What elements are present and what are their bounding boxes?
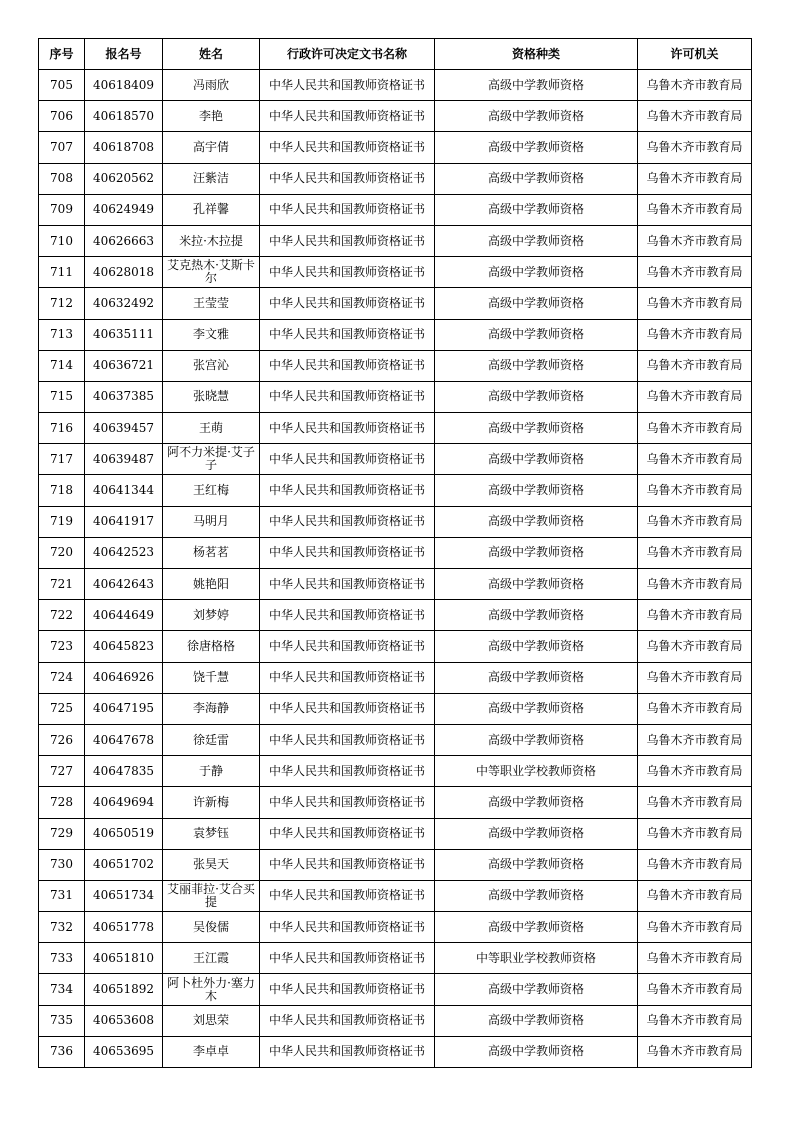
table-row — [39, 413, 752, 444]
qualification-type-cell: 高级中学教师资格 — [435, 974, 638, 1005]
qualification-type-cell: 高级中学教师资格 — [435, 257, 638, 288]
qualification-type-cell: 高级中学教师资格 — [435, 194, 638, 225]
qualification-type-cell: 高级中学教师资格 — [435, 1036, 638, 1067]
licensing-authority-cell: 乌鲁木齐市教育局 — [638, 1036, 752, 1067]
registration-no-cell: 40644649 — [85, 600, 163, 631]
licensing-authority-cell: 乌鲁木齐市教育局 — [638, 662, 752, 693]
licensing-authority-cell: 乌鲁木齐市教育局 — [638, 350, 752, 381]
document-name-cell: 中华人民共和国教师资格证书 — [260, 381, 435, 412]
qualification-type-cell: 高级中学教师资格 — [435, 350, 638, 381]
table-row — [39, 974, 752, 1005]
table-row — [39, 70, 752, 101]
licensing-authority-cell: 乌鲁木齐市教育局 — [638, 225, 752, 256]
serial-no-cell: 735 — [39, 1005, 85, 1036]
qualification-type-cell: 高级中学教师资格 — [435, 413, 638, 444]
qualification-type-cell: 高级中学教师资格 — [435, 132, 638, 163]
serial-no-cell: 733 — [39, 943, 85, 974]
licensing-authority-cell: 乌鲁木齐市教育局 — [638, 787, 752, 818]
document-name-cell: 中华人民共和国教师资格证书 — [260, 818, 435, 849]
serial-no-cell: 711 — [39, 257, 85, 288]
name-cell: 徐唐格格 — [163, 631, 260, 662]
registration-no-cell: 40641917 — [85, 506, 163, 537]
serial-no-cell: 710 — [39, 225, 85, 256]
table-row — [39, 569, 752, 600]
registration-no-cell: 40651778 — [85, 912, 163, 943]
name-cell: 李卓卓 — [163, 1036, 260, 1067]
document-name-cell: 中华人民共和国教师资格证书 — [260, 257, 435, 288]
serial-no-cell: 729 — [39, 818, 85, 849]
document-name-cell: 中华人民共和国教师资格证书 — [260, 600, 435, 631]
serial-no-cell: 705 — [39, 70, 85, 101]
registration-no-cell: 40651892 — [85, 974, 163, 1005]
registration-no-cell: 40647678 — [85, 724, 163, 755]
licensing-authority-cell: 乌鲁木齐市教育局 — [638, 257, 752, 288]
table-row — [39, 693, 752, 724]
qualification-type-cell: 高级中学教师资格 — [435, 880, 638, 911]
licensing-authority-cell: 乌鲁木齐市教育局 — [638, 163, 752, 194]
document-name-cell: 中华人民共和国教师资格证书 — [260, 912, 435, 943]
licensing-authority-cell: 乌鲁木齐市教育局 — [638, 1005, 752, 1036]
table-row — [39, 849, 752, 880]
serial-no-cell: 730 — [39, 849, 85, 880]
header-licensing-authority: 许可机关 — [638, 39, 752, 70]
licensing-authority-cell: 乌鲁木齐市教育局 — [638, 475, 752, 506]
table-row — [39, 225, 752, 256]
table-row — [39, 880, 752, 911]
table-row — [39, 101, 752, 132]
qualification-type-cell: 高级中学教师资格 — [435, 662, 638, 693]
licensing-authority-cell: 乌鲁木齐市教育局 — [638, 288, 752, 319]
name-cell: 王莹莹 — [163, 288, 260, 319]
name-cell: 马明月 — [163, 506, 260, 537]
qualification-type-cell: 高级中学教师资格 — [435, 631, 638, 662]
table-row — [39, 257, 752, 288]
document-name-cell: 中华人民共和国教师资格证书 — [260, 569, 435, 600]
licensing-authority-cell: 乌鲁木齐市教育局 — [638, 132, 752, 163]
registration-no-cell: 40624949 — [85, 194, 163, 225]
registration-no-cell: 40651702 — [85, 849, 163, 880]
qualification-type-cell: 高级中学教师资格 — [435, 225, 638, 256]
table-row — [39, 350, 752, 381]
registration-no-cell: 40618570 — [85, 101, 163, 132]
registration-no-cell: 40618409 — [85, 70, 163, 101]
serial-no-cell: 724 — [39, 662, 85, 693]
qualification-type-cell: 高级中学教师资格 — [435, 475, 638, 506]
document-name-cell: 中华人民共和国教师资格证书 — [260, 70, 435, 101]
serial-no-cell: 706 — [39, 101, 85, 132]
qualification-type-cell: 高级中学教师资格 — [435, 444, 638, 475]
registration-no-cell: 40642643 — [85, 569, 163, 600]
serial-no-cell: 716 — [39, 413, 85, 444]
qualification-type-cell: 高级中学教师资格 — [435, 818, 638, 849]
table-row — [39, 912, 752, 943]
serial-no-cell: 726 — [39, 724, 85, 755]
document-name-cell: 中华人民共和国教师资格证书 — [260, 631, 435, 662]
qualification-type-cell: 高级中学教师资格 — [435, 693, 638, 724]
table-row — [39, 756, 752, 787]
document-name-cell: 中华人民共和国教师资格证书 — [260, 724, 435, 755]
registration-no-cell: 40651734 — [85, 880, 163, 911]
qualification-type-cell: 高级中学教师资格 — [435, 506, 638, 537]
name-cell: 张昊天 — [163, 849, 260, 880]
qualification-type-cell: 高级中学教师资格 — [435, 600, 638, 631]
header-document-name: 行政许可决定文书名称 — [260, 39, 435, 70]
licensing-authority-cell: 乌鲁木齐市教育局 — [638, 70, 752, 101]
name-cell: 王红梅 — [163, 475, 260, 506]
name-cell: 吴俊儒 — [163, 912, 260, 943]
registration-no-cell: 40647195 — [85, 693, 163, 724]
licensing-authority-cell: 乌鲁木齐市教育局 — [638, 600, 752, 631]
licensing-authority-cell: 乌鲁木齐市教育局 — [638, 101, 752, 132]
licensing-authority-cell: 乌鲁木齐市教育局 — [638, 413, 752, 444]
qualification-type-cell: 高级中学教师资格 — [435, 787, 638, 818]
name-cell: 李文雅 — [163, 319, 260, 350]
name-cell: 于静 — [163, 756, 260, 787]
registration-no-cell: 40650519 — [85, 818, 163, 849]
table-row — [39, 163, 752, 194]
serial-no-cell: 731 — [39, 880, 85, 911]
document-name-cell: 中华人民共和国教师资格证书 — [260, 475, 435, 506]
qualification-type-cell: 高级中学教师资格 — [435, 381, 638, 412]
teacher-license-table — [38, 38, 752, 1068]
registration-no-cell: 40635111 — [85, 319, 163, 350]
licensing-authority-cell: 乌鲁木齐市教育局 — [638, 818, 752, 849]
serial-no-cell: 725 — [39, 693, 85, 724]
table-row — [39, 506, 752, 537]
licensing-authority-cell: 乌鲁木齐市教育局 — [638, 693, 752, 724]
licensing-authority-cell: 乌鲁木齐市教育局 — [638, 444, 752, 475]
licensing-authority-cell: 乌鲁木齐市教育局 — [638, 849, 752, 880]
serial-no-cell: 732 — [39, 912, 85, 943]
qualification-type-cell: 中等职业学校教师资格 — [435, 943, 638, 974]
licensing-authority-cell: 乌鲁木齐市教育局 — [638, 756, 752, 787]
serial-no-cell: 717 — [39, 444, 85, 475]
document-name-cell: 中华人民共和国教师资格证书 — [260, 1005, 435, 1036]
table-row — [39, 319, 752, 350]
name-cell: 高宇倩 — [163, 132, 260, 163]
header-qualification-type: 资格种类 — [435, 39, 638, 70]
table-row — [39, 194, 752, 225]
table-row — [39, 444, 752, 475]
name-cell: 孔祥馨 — [163, 194, 260, 225]
registration-no-cell: 40645823 — [85, 631, 163, 662]
registration-no-cell: 40646926 — [85, 662, 163, 693]
serial-no-cell: 728 — [39, 787, 85, 818]
licensing-authority-cell: 乌鲁木齐市教育局 — [638, 537, 752, 568]
table-row — [39, 1036, 752, 1067]
table-row — [39, 724, 752, 755]
document-name-cell: 中华人民共和国教师资格证书 — [260, 693, 435, 724]
serial-no-cell: 722 — [39, 600, 85, 631]
serial-no-cell: 708 — [39, 163, 85, 194]
document-name-cell: 中华人民共和国教师资格证书 — [260, 537, 435, 568]
qualification-type-cell: 高级中学教师资格 — [435, 70, 638, 101]
registration-no-cell: 40641344 — [85, 475, 163, 506]
table-row — [39, 818, 752, 849]
table-header-row — [39, 39, 752, 70]
document-name-cell: 中华人民共和国教师资格证书 — [260, 288, 435, 319]
document-name-cell: 中华人民共和国教师资格证书 — [260, 132, 435, 163]
name-cell: 冯雨欣 — [163, 70, 260, 101]
document-name-cell: 中华人民共和国教师资格证书 — [260, 194, 435, 225]
serial-no-cell: 721 — [39, 569, 85, 600]
registration-no-cell: 40632492 — [85, 288, 163, 319]
header-registration-no: 报名号 — [85, 39, 163, 70]
qualification-type-cell: 高级中学教师资格 — [435, 319, 638, 350]
licensing-authority-cell: 乌鲁木齐市教育局 — [638, 319, 752, 350]
qualification-type-cell: 高级中学教师资格 — [435, 101, 638, 132]
document-name-cell: 中华人民共和国教师资格证书 — [260, 225, 435, 256]
document-name-cell: 中华人民共和国教师资格证书 — [260, 662, 435, 693]
name-cell: 王江霞 — [163, 943, 260, 974]
licensing-authority-cell: 乌鲁木齐市教育局 — [638, 194, 752, 225]
registration-no-cell: 40642523 — [85, 537, 163, 568]
document-name-cell: 中华人民共和国教师资格证书 — [260, 1036, 435, 1067]
table-row — [39, 600, 752, 631]
table-row — [39, 288, 752, 319]
name-cell: 刘思荣 — [163, 1005, 260, 1036]
qualification-type-cell: 高级中学教师资格 — [435, 1005, 638, 1036]
name-cell: 汪紫洁 — [163, 163, 260, 194]
table-row — [39, 662, 752, 693]
registration-no-cell: 40639487 — [85, 444, 163, 475]
header-serial-no: 序号 — [39, 39, 85, 70]
serial-no-cell: 715 — [39, 381, 85, 412]
document-name-cell: 中华人民共和国教师资格证书 — [260, 756, 435, 787]
serial-no-cell: 720 — [39, 537, 85, 568]
table-row — [39, 787, 752, 818]
registration-no-cell: 40647835 — [85, 756, 163, 787]
name-cell: 饶千慧 — [163, 662, 260, 693]
licensing-authority-cell: 乌鲁木齐市教育局 — [638, 943, 752, 974]
licensing-authority-cell: 乌鲁木齐市教育局 — [638, 724, 752, 755]
qualification-type-cell: 高级中学教师资格 — [435, 569, 638, 600]
licensing-authority-cell: 乌鲁木齐市教育局 — [638, 506, 752, 537]
name-cell: 李海静 — [163, 693, 260, 724]
registration-no-cell: 40653695 — [85, 1036, 163, 1067]
registration-no-cell: 40636721 — [85, 350, 163, 381]
name-cell: 王萌 — [163, 413, 260, 444]
document-name-cell: 中华人民共和国教师资格证书 — [260, 849, 435, 880]
document-name-cell: 中华人民共和国教师资格证书 — [260, 319, 435, 350]
serial-no-cell: 736 — [39, 1036, 85, 1067]
name-cell: 艾丽菲拉·艾合买提 — [163, 880, 260, 911]
document-name-cell: 中华人民共和国教师资格证书 — [260, 974, 435, 1005]
name-cell: 李艳 — [163, 101, 260, 132]
licensing-authority-cell: 乌鲁木齐市教育局 — [638, 631, 752, 662]
serial-no-cell: 723 — [39, 631, 85, 662]
table-row — [39, 1005, 752, 1036]
serial-no-cell: 719 — [39, 506, 85, 537]
qualification-type-cell: 高级中学教师资格 — [435, 912, 638, 943]
qualification-type-cell: 高级中学教师资格 — [435, 288, 638, 319]
name-cell: 许新梅 — [163, 787, 260, 818]
registration-no-cell: 40649694 — [85, 787, 163, 818]
registration-no-cell: 40620562 — [85, 163, 163, 194]
serial-no-cell: 712 — [39, 288, 85, 319]
registration-no-cell: 40628018 — [85, 257, 163, 288]
table-row — [39, 631, 752, 662]
name-cell: 米拉·木拉提 — [163, 225, 260, 256]
name-cell: 徐廷雷 — [163, 724, 260, 755]
document-name-cell: 中华人民共和国教师资格证书 — [260, 943, 435, 974]
registration-no-cell: 40637385 — [85, 381, 163, 412]
document-name-cell: 中华人民共和国教师资格证书 — [260, 787, 435, 818]
licensing-authority-cell: 乌鲁木齐市教育局 — [638, 381, 752, 412]
qualification-type-cell: 高级中学教师资格 — [435, 849, 638, 880]
table-row — [39, 132, 752, 163]
qualification-type-cell: 高级中学教师资格 — [435, 724, 638, 755]
serial-no-cell: 713 — [39, 319, 85, 350]
document-name-cell: 中华人民共和国教师资格证书 — [260, 350, 435, 381]
name-cell: 张宫沁 — [163, 350, 260, 381]
registration-no-cell: 40651810 — [85, 943, 163, 974]
qualification-type-cell: 高级中学教师资格 — [435, 537, 638, 568]
licensing-authority-cell: 乌鲁木齐市教育局 — [638, 974, 752, 1005]
table-row — [39, 943, 752, 974]
document-name-cell: 中华人民共和国教师资格证书 — [260, 506, 435, 537]
registration-no-cell: 40653608 — [85, 1005, 163, 1036]
document-name-cell: 中华人民共和国教师资格证书 — [260, 413, 435, 444]
name-cell: 张晓慧 — [163, 381, 260, 412]
qualification-type-cell: 高级中学教师资格 — [435, 163, 638, 194]
name-cell: 袁梦钰 — [163, 818, 260, 849]
document-name-cell: 中华人民共和国教师资格证书 — [260, 880, 435, 911]
table-row — [39, 381, 752, 412]
licensing-authority-cell: 乌鲁木齐市教育局 — [638, 912, 752, 943]
name-cell: 刘梦婷 — [163, 600, 260, 631]
table-row — [39, 537, 752, 568]
name-cell: 艾克热木·艾斯卡尔 — [163, 257, 260, 288]
licensing-authority-cell: 乌鲁木齐市教育局 — [638, 880, 752, 911]
serial-no-cell: 718 — [39, 475, 85, 506]
serial-no-cell: 707 — [39, 132, 85, 163]
serial-no-cell: 727 — [39, 756, 85, 787]
serial-no-cell: 734 — [39, 974, 85, 1005]
header-name: 姓名 — [163, 39, 260, 70]
serial-no-cell: 714 — [39, 350, 85, 381]
registration-no-cell: 40639457 — [85, 413, 163, 444]
qualification-type-cell: 中等职业学校教师资格 — [435, 756, 638, 787]
name-cell: 阿不力米提·艾子子 — [163, 444, 260, 475]
name-cell: 杨茗茗 — [163, 537, 260, 568]
name-cell: 阿卜杜外力·塞力木 — [163, 974, 260, 1005]
document-name-cell: 中华人民共和国教师资格证书 — [260, 101, 435, 132]
registration-no-cell: 40626663 — [85, 225, 163, 256]
table-row — [39, 475, 752, 506]
registration-no-cell: 40618708 — [85, 132, 163, 163]
document-name-cell: 中华人民共和国教师资格证书 — [260, 444, 435, 475]
licensing-authority-cell: 乌鲁木齐市教育局 — [638, 569, 752, 600]
document-name-cell: 中华人民共和国教师资格证书 — [260, 163, 435, 194]
serial-no-cell: 709 — [39, 194, 85, 225]
name-cell: 姚艳阳 — [163, 569, 260, 600]
